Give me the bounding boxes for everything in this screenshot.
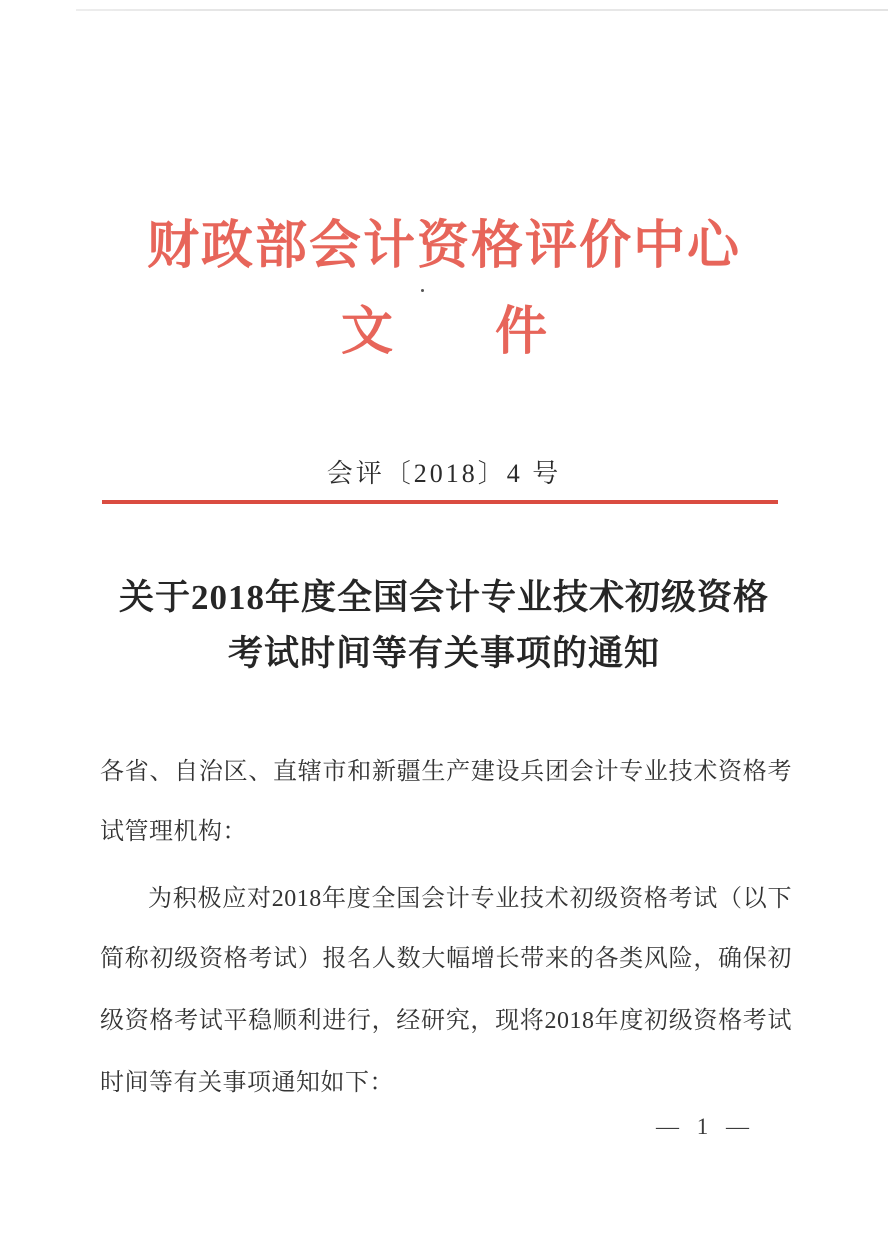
doc-type-char-jian: 件 [495,304,548,361]
recipient-line-1: 各省、自治区、直辖市和新疆生产建设兵团会计专业技术资格考 [100,759,792,785]
red-letterhead [0,218,888,362]
body-line-3: 级资格考试平稳顺利进行，经研究，现将2018年度初级资格考试 [100,1008,792,1034]
document-title-line-1: 关于2018年度全国会计专业技术初级资格 [118,578,769,617]
doc-type-gap [393,333,495,334]
red-divider-rule [102,500,778,504]
recipient-line-2: 试管理机构： [100,819,247,845]
body-line-1: 为积极应对2018年度全国会计专业技术初级资格考试（以下 [148,886,792,912]
ink-speck [421,289,424,292]
document-title [0,570,888,682]
body-line-2: 简称初级资格考试）报名人数大幅增长带来的各类风险，确保初 [100,946,792,972]
scan-edge-artifact [76,9,888,11]
page-number: — 1 — [656,1114,755,1139]
document-title-line-2: 考试时间等有关事项的通知 [227,634,660,673]
doc-type-row [0,304,888,362]
issuer-name: 财政部会计资格评价中心 [146,218,741,275]
body-line-4: 时间等有关事项通知如下： [100,1070,394,1096]
document-number: 会评〔2018〕4 号 [326,459,562,488]
doc-type-char-wen: 文 [340,304,393,361]
